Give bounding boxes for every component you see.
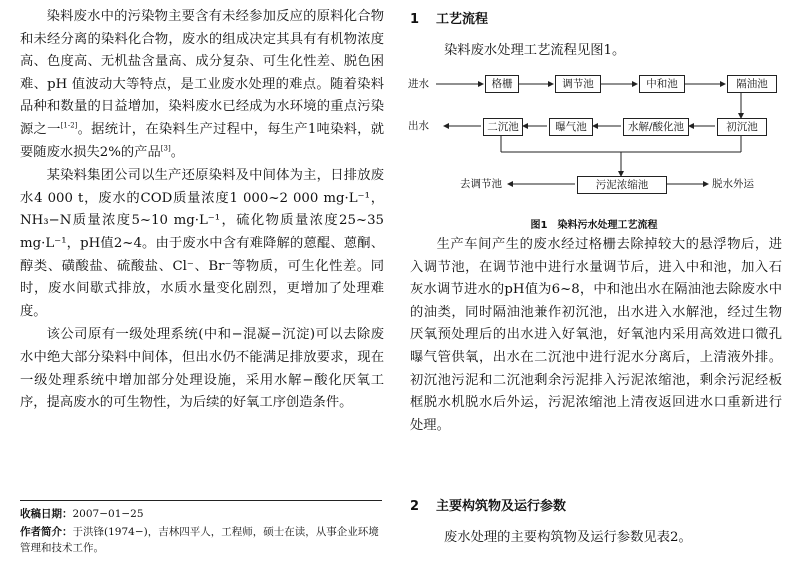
company-paragraph: 某染料集团公司以生产还原染料及中间体为主，日排放废水4 000 t，废水的COD质量浓度1 000~2 000 mg·L⁻¹，NH₃−N质量浓度5~10 mg·L⁻¹，硫化物质量浓度25~35 mg·L⁻¹，pH值2~4。由于废水中含有难降解的蒽醌、蒽酮、醇类、磺酸盐、硫酸盐、Cl⁻、Br⁻等物质，可生化性差。同时，废水间歇式排放，水质水量变化剧烈，更增加了处理难度。 [20,168,384,319]
inlet-label: 进水 [408,78,429,90]
author-info: 作者简介：于洪锋(1974−)，吉林四平人，工程师，硕士在读，从事企业环境管理和技术工作。 [20,526,379,554]
neutralization-tank-box: 中和池 [639,75,685,93]
footnote-rule [20,500,382,501]
oil-separation-tank-box: 隔油池 [727,75,777,93]
dewater-out-label: 脱水外运 [712,178,754,190]
regulating-tank-box: 调节池 [555,75,601,93]
citation-1-2: [1-2] [60,121,78,130]
table-reference: 废水处理的主要构筑物及运行参数见表2。 [444,530,692,545]
intro-paragraph: 染料废水中的污染物主要含有未经参加反应的原料化合物和未经分离的染料化合物，废水的组成决定其具有有机物浓度高、色度高、无机盐含量高、成分复杂、可生化性差、脱色困难、pH 值波动大等特点，是工业废水处理的难点。随着染料品种和数量的日益增加，染料废水已经成为水环境的重点污染源之一[1-2]。据统计，在染料生产过程中，每生产1吨染料，就要随废水损失2%的产品[3]。 [20,9,385,160]
process-flow-diagram [408,72,780,237]
citation-3: [3] [160,144,171,153]
grille-box: 格栅 [485,75,519,93]
figure-caption: 图1 染料污水处理工艺流程 [530,220,658,231]
hydrolysis-acidification-tank-box: 水解/酸化池 [623,118,689,136]
aeration-tank-box: 曝气池 [549,118,593,136]
left-column [20,0,384,415]
section-2-heading: 2 主要构筑物及运行参数 [410,499,567,514]
process-description: 生产车间产生的废水经过格栅去除掉较大的悬浮物后，进入调节池，在调节池中进行水量调节后，进入中和池，加入石灰水调节进水的pH值为6~8，中和池出水在隔油池去除废水中的油类，同时隔油池兼作初沉池，出水进入水解池，经过生物厌氧预处理后的出水进入好氧池，好氧池内采用高效进口微孔曝气管供氧，出水在二沉池中进行泥水分离后，上清液外排。初沉池污泥和二沉池剩余污泥排入污泥浓缩池，剩余污泥经板框脱水机脱水后外运，污泥浓缩池上清夜返回进水口重新进行处理。 [410,237,782,433]
primary-settling-tank-box: 初沉池 [717,118,767,136]
secondary-settling-tank-box: 二沉池 [483,118,523,136]
outlet-label: 出水 [408,120,429,132]
to-regulating-label: 去调节池 [460,178,502,190]
figure-intro: 染料废水处理工艺流程见图1。 [444,43,626,58]
section-1-heading: 1 工艺流程 [410,12,489,27]
sludge-thickening-tank-box: 污泥浓缩池 [577,176,667,194]
system-paragraph: 该公司原有一级处理系统(中和−混凝−沉淀)可以去除废水中绝大部分染料中间体，但出水仍不能满足排放要求，现在一级处理系统中增加部分处理设施，采用水解−酸化厌氧工序，提高废水的可生物性，为后续的好氧工序创造条件。 [20,327,384,411]
received-date: 收稿日期：2007−01−25 [20,508,144,520]
